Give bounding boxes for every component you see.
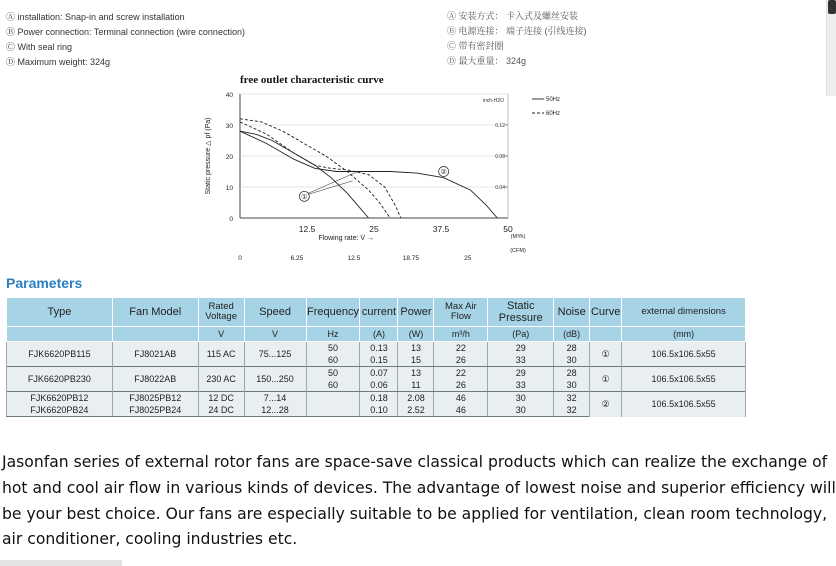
col-curve: Curve [590,298,622,327]
spec-item: Ⓑ 电源连接： 端子连接 (引线连接) [447,26,587,36]
cell-dimensions: 106.5x106.5x55 [622,392,746,417]
spec-item: Ⓓ 最大重量： 324g [447,56,527,66]
cell-pressure: 33 [488,354,554,367]
bottom-bar [0,560,122,566]
cell-current: 0.15 [360,354,398,367]
parameters-table [6,297,746,417]
cell-hz: 50 [306,367,360,380]
specs-chinese [447,9,587,69]
col-speed: Speed [244,298,306,327]
scrollbar-track[interactable] [826,0,836,96]
legend-label: 60Hz [546,111,561,117]
col-noise: Noise [554,298,590,327]
unit-cell: m³/h [434,327,488,342]
x-tick-label-cfm: 0 [238,255,242,262]
cell-speed: 75...125 [244,342,306,367]
unit-cell [112,327,198,342]
specs-english [6,10,245,70]
unit-cell [7,327,113,342]
cell-speed: 12...28 [244,404,306,417]
cell-pressure: 29 [488,367,554,380]
cell-noise: 28 [554,367,590,380]
cell-current: 0.06 [360,379,398,392]
cell-power: 13 [398,367,434,380]
cell-speed: 150...250 [244,367,306,392]
spec-item: Ⓑ Power connection: Terminal connection (wire connection) [6,27,245,37]
x-tick-label-cfm: 25 [464,255,472,262]
cell-power: 2.08 [398,392,434,405]
y-tick-label: 30 [225,123,233,130]
table-header-row [7,298,746,327]
y-tick-label: 40 [225,92,233,99]
cell-noise: 32 [554,392,590,405]
cell-flow: 46 [434,392,488,405]
cell-model: FJ8025PB12 [112,392,198,405]
right-tick-label: 0.12 [495,123,505,129]
cell-speed: 7...14 [244,392,306,405]
col-fan-model: Fan Model [112,298,198,327]
chart-title: free outlet characteristic curve [240,74,384,86]
col-static-pressure: Static Pressure [488,298,554,327]
x-tick-label-cfm: 18.75 [402,255,419,262]
x-unit-label-cfm: (CFM) [510,248,526,254]
cell-pressure: 33 [488,379,554,392]
cell-current: 0.13 [360,342,398,355]
cell-pressure: 30 [488,392,554,405]
cell-noise: 30 [554,379,590,392]
cell-curve: ① [590,367,622,392]
cell-noise: 28 [554,342,590,355]
cell-type: FJK6620PB12 [7,392,113,405]
cell-flow: 26 [434,379,488,392]
curve-50hz [240,131,369,218]
cell-voltage: 115 AC [198,342,244,367]
y-tick-label: 20 [225,154,233,161]
col-rated-voltage: Rated Voltage [198,298,244,327]
right-tick-label: 0.08 [495,154,505,160]
leader-line [308,172,358,194]
cell-curve: ② [590,392,622,417]
col-current: current [360,298,398,327]
x-tick-label: 12.5 [298,224,316,234]
y-tick-label: 0 [229,216,233,223]
right-tick-label: 0.04 [495,185,505,191]
chart-grid [240,94,508,218]
cell-pressure: 29 [488,342,554,355]
unit-cell: (mm) [622,327,746,342]
unit-cell: V [198,327,244,342]
spec-item: Ⓒ With seal ring [6,42,73,52]
spec-item: Ⓓ Maximum weight: 324g [6,57,111,67]
col-type: Type [7,298,113,327]
cell-pressure: 30 [488,404,554,417]
x-axis-label: Flowing rate: V̇ → [318,235,374,242]
cell-flow: 22 [434,367,488,380]
x-tick-label: 37.5 [432,224,450,234]
cell-curve: ① [590,342,622,367]
unit-cell [590,327,622,342]
y-axis-label: Static pressure △ pf (Pa) [205,117,212,195]
cell-power: 2.52 [398,404,434,417]
cell-flow: 22 [434,342,488,355]
cell-flow: 46 [434,404,488,417]
cell-current: 0.18 [360,392,398,405]
cell-current: 0.10 [360,404,398,417]
x-tick-label-cfm: 6.25 [290,255,304,262]
spec-item: Ⓐ installation: Snap-in and screw installation [6,12,185,22]
cell-flow: 26 [434,354,488,367]
cell-type: FJK6620PB24 [7,404,113,417]
legend-label: 50Hz [546,97,561,103]
table-units-row [7,327,746,342]
chart-curves [240,119,497,218]
cell-model: FJ8025PB24 [112,404,198,417]
cell-hz: 60 [306,354,360,367]
table-row [7,342,746,355]
cell-type: FJK6620PB115 [7,342,113,367]
x-unit-label: (M³/h) [510,234,526,240]
col-frequency: Frequency [306,298,360,327]
unit-cell: (W) [398,327,434,342]
table-row [7,392,746,405]
unit-cell: V [244,327,306,342]
cell-model: FJ8021AB [112,342,198,367]
cell-dimensions: 106.5x106.5x55 [622,342,746,367]
cell-model: FJ8022AB [112,367,198,392]
col-external-dimensions: external dimensions [622,298,746,327]
cell-voltage: 230 AC [198,367,244,392]
table-row [7,367,746,380]
cell-hz: 50 [306,342,360,355]
cell-power: 15 [398,354,434,367]
scrollbar-thumb[interactable] [828,0,836,14]
unit-cell: Hz [306,327,360,342]
chart-labels [205,92,560,262]
cell-power: 11 [398,379,434,392]
unit-cell: (A) [360,327,398,342]
x-tick-label: 50 [503,224,513,234]
unit-cell: (dB) [554,327,590,342]
col-max-air-flow: Max Air Flow [434,298,488,327]
annotation-label: ② [440,169,447,176]
cell-noise: 32 [554,404,590,417]
x-tick-label: 25 [369,224,379,234]
spec-item: Ⓐ 安装方式： 卡入式及螺丝安装 [447,11,579,21]
cell-power: 13 [398,342,434,355]
performance-chart [196,84,576,268]
col-power: Power [398,298,434,327]
annotation-label: ① [301,193,308,201]
cell-voltage: 24 DC [198,404,244,417]
cell-hz [306,404,360,417]
y-tick-label: 10 [225,185,233,192]
cell-type: FJK6620PB230 [7,367,113,392]
cell-dimensions: 106.5x106.5x55 [622,367,746,392]
cell-noise: 30 [554,354,590,367]
spec-item: Ⓒ 带有密封圈 [447,41,504,51]
parameters-heading: Parameters [6,275,83,291]
product-description: Jasonfan series of external rotor fans are space-save classical products which can realize the exchange of hot and cool air flow in various kinds of devices. The advantage of lowest noise and superior efficiency will be your best choice. Our fans are especially suitable to be applied for ventilation, clean room technology, air conditioner, cooling industries etc. [2,453,836,549]
unit-cell: (Pa) [488,327,554,342]
cell-hz [306,392,360,405]
right-axis-label: inch-H2O [482,98,504,104]
cell-voltage: 12 DC [198,392,244,405]
cell-hz: 60 [306,379,360,392]
cell-current: 0.07 [360,367,398,380]
x-tick-label-cfm: 12.5 [347,255,361,262]
